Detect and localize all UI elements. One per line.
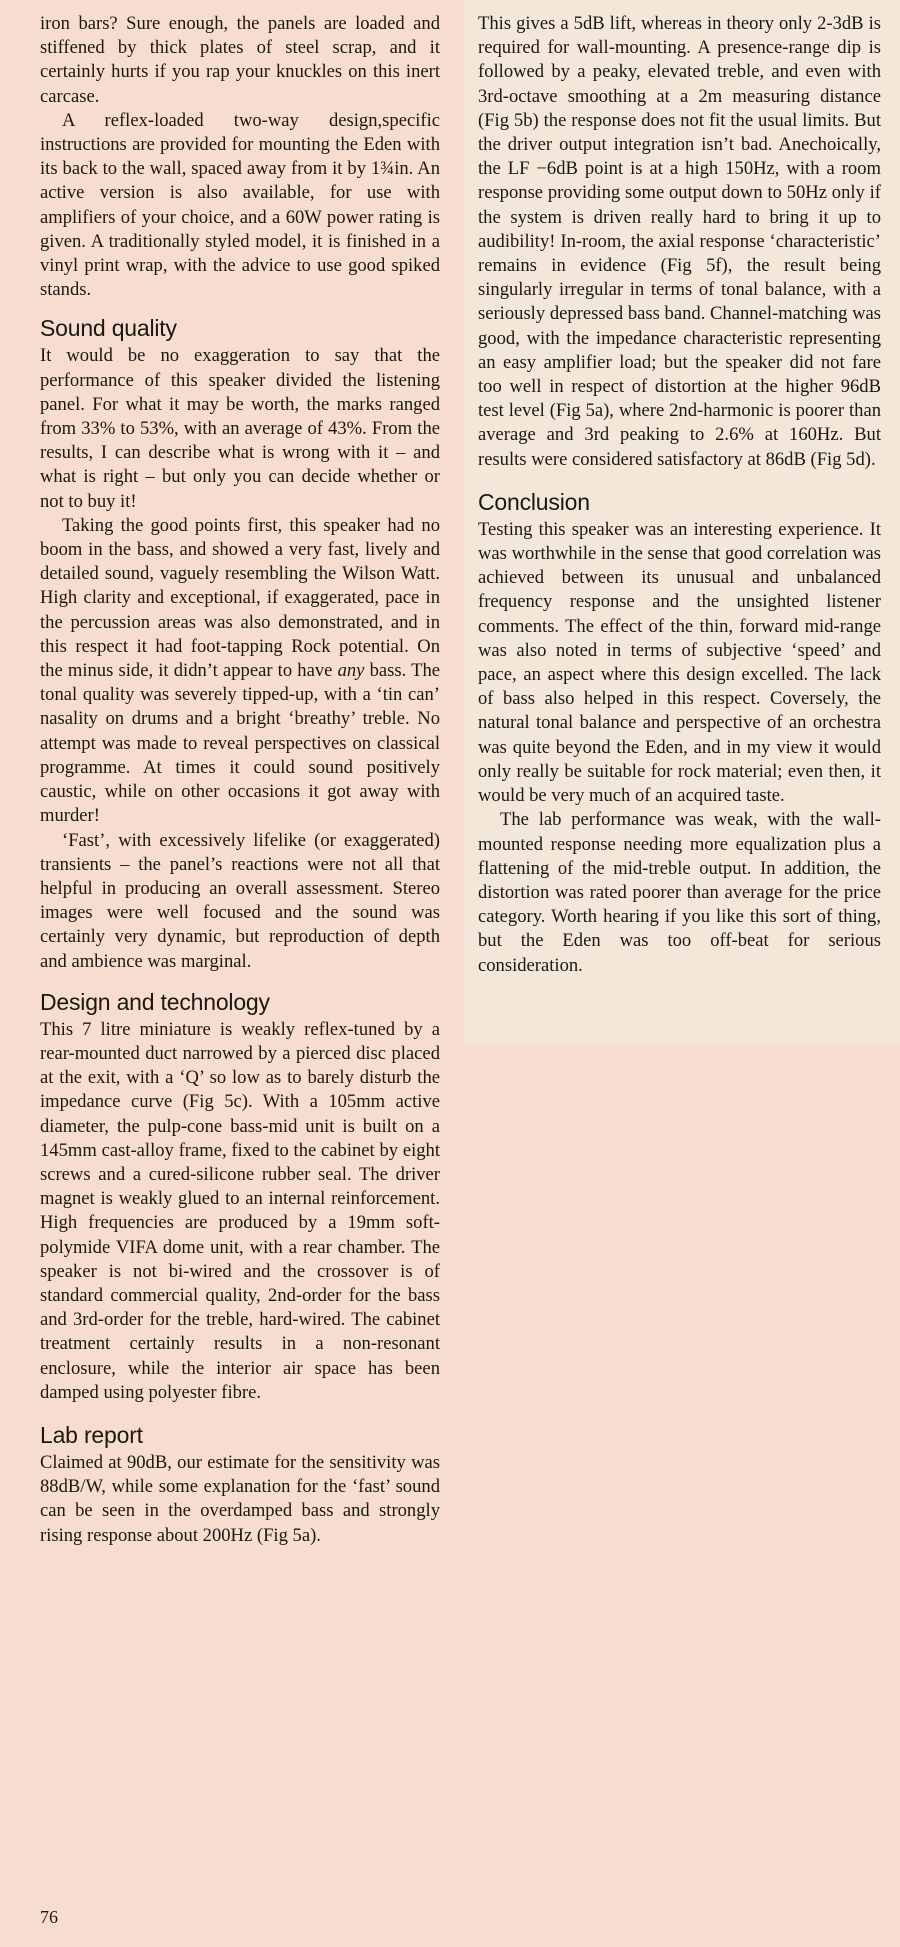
sound-quality-p2-text-b: bass. The tonal quality was severely tipped-up, with a ‘tin can’ nasality on drums and a bright ‘breathy’ treble. No attempt was made to reveal perspectives on classical programme. At times it could sound positively caustic, while on other occasions it got away with murder! <box>40 660 440 827</box>
right-column <box>464 0 900 1045</box>
page-number: 76 <box>40 1907 58 1927</box>
sound-quality-heading: Sound quality <box>40 315 177 342</box>
conclusion-paragraph-2: The lab performance was weak, with the wall-mounted response needing more equalization plus a flattening of the mid-treble output. In addition, the distortion was rated poorer than average for the price category. Worth hearing if you like this sort of thing, but the Eden was too off-beat for serious consideration. <box>478 809 881 976</box>
lab-report-heading: Lab report <box>40 1421 143 1448</box>
left-column <box>40 12 440 1548</box>
sound-quality-paragraph-1: It would be no exaggeration to say that the performance of this speaker divided the listening panel. For what it may be worth, the marks ranged from 33% to 53%, with an average of 43%. From the results, I can describe what is wrong with it – and what is right – but only you can decide whether or not to buy it! <box>40 345 440 512</box>
lab-report-paragraph: Claimed at 90dB, our estimate for the sensitivity was 88dB/W, while some explanation for the ‘fast’ sound can be seen in the overdamped bass and strongly rising response about 200Hz (Fig 5a). <box>40 1451 440 1546</box>
sound-quality-paragraph-3: ‘Fast’, with excessively lifelike (or exaggerated) transients – the panel’s reactions were not all that helpful in producing an overall assessment. Stereo images were well focused and the sound was certainly very dynamic, but reproduction of depth and ambience was marginal. <box>40 829 440 972</box>
sound-quality-p2-text-a: Taking the good points first, this speaker had no boom in the bass, and showed a very fast, lively and detailed sound, vaguely resembling the Wilson Watt. High clarity and exceptional, if exaggerated, pace in the percussion areas was also demonstrated, and in this respect it had foot-tapping Rock potential. On the minus side, it didn’t appear to have <box>40 514 440 682</box>
sound-quality-paragraph-2 <box>40 514 440 829</box>
design-technology-paragraph: This 7 litre miniature is weakly reflex-tuned by a rear-mounted duct narrowed by a pierced disc placed at the exit, with a ‘Q’ so low as to barely disturb the impedance curve (Fig 5c). With a 105mm active diameter, the pulp-cone bass-mid unit is built on a 145mm cast-alloy frame, fixed to the cabinet by eight screws and a cured-silicone rubber seal. The driver magnet is weakly glued to an internal reinforcement. High frequencies are produced by a 19mm soft-polymide VIFA dome unit, with a rear chamber. The speaker is not bi-wired and the crossover is of standard commercial quality, 2nd-order for the bass and 3rd-order for the treble, hard-wired. The cabinet treatment certainly results in a non-resonant enclosure, while the interior air space has been damped using polyester fibre. <box>40 1018 440 1403</box>
conclusion-paragraph-1: Testing this speaker was an interesting experience. It was worthwhile in the sense that good correlation was achieved between its unusual and unbalanced frequency response and the unsighted listener comments. The effect of the thin, forward mid-range was also noted in terms of subjective ‘speed’ and pace, an aspect where this design excelled. The lack of bass also helped in this respect. Coversely, the natural tonal balance and perspective of an orchestra was quite beyond the Eden, and in my view it would only really be suitable for rock material; even then, it would be very much of an acquired taste. <box>478 518 881 807</box>
conclusion-heading: Conclusion <box>478 488 590 515</box>
lab-report-continued: This gives a 5dB lift, whereas in theory only 2-3dB is required for wall-mounting. A presence-range dip is followed by a peaky, elevated treble, and even with 3rd-octave smoothing at a 2m measuring distance (Fig 5b) the response does not fit the usual limits. But the driver output integration isn’t bad. Anechoically, the LF −6dB point is at a high 150Hz, with a room response providing some output down to 50Hz only if the system is driven really hard to bring it up to audibility! In-room, the axial response ‘characteristic’ remains in evidence (Fig 5f), the result being singularly irregular in terms of tonal balance, with a seriously depressed bass band. Channel-matching was good, with the impedance characteristic representing an easy amplifier load; but the speaker did not fare too well in respect of distortion at the higher 96dB test level (Fig 5a), where 2nd-harmonic is poorer than average and 3rd peaking to 2.6% at 160Hz. But results were considered satisfactory at 86dB (Fig 5d). <box>478 13 881 470</box>
design-technology-heading: Design and technology <box>40 988 270 1015</box>
intro-paragraph-2: A reflex-loaded two-way design,specific instructions are provided for mounting the Eden with its back to the wall, spaced away from it by 1¾in. An active version is also available, for use with amplifiers of your choice, and a 60W power rating is given. A traditionally styled model, it is finished in a vinyl print wrap, with the advice to use good spiked stands. <box>40 109 440 301</box>
sound-quality-p2-emphasis: any <box>337 660 365 682</box>
intro-paragraph-1: iron bars? Sure enough, the panels are loaded and stiffened by thick plates of steel scrap, and it certainly hurts if you rap your knuckles on this inert carcase. <box>40 13 440 107</box>
